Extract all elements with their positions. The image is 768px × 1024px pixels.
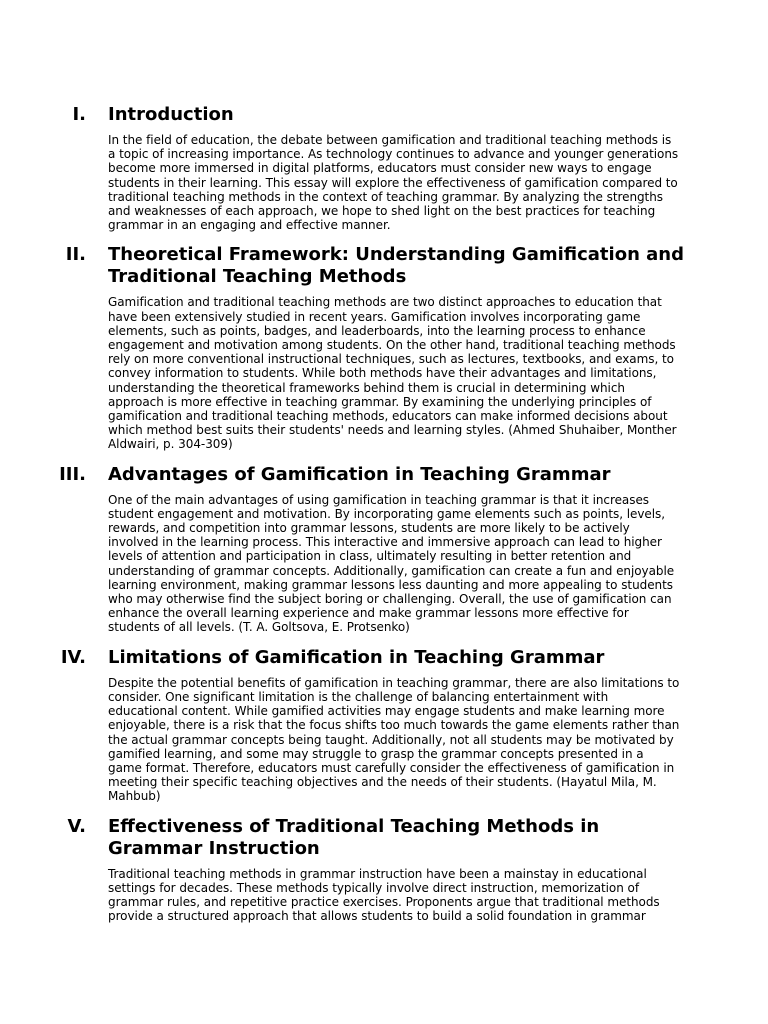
section-introduction <box>0 104 768 232</box>
section-advantages-gamification <box>0 464 768 635</box>
section-numeral: II. <box>65 244 86 266</box>
section-theoretical-framework <box>0 244 768 451</box>
section-body: In the field of education, the debate between gamification and traditional teaching methods is a topic of increasing importance. As technology continues to advance and younger generations become more immersed in digital platforms, educators must consider new ways to engage students in their learning. This essay will explore the effectiveness of gamification compared to traditional teaching methods in the context of teaching grammar. By analyzing the strengths and weaknesses of each approach, we hope to shed light on the best practices for teaching grammar in an engaging and effective manner. <box>108 133 679 233</box>
section-numeral: V. <box>67 815 86 837</box>
section-body: Despite the potential benefits of gamification in teaching grammar, there are also limitations to consider. One significant limitation is the challenge of balancing entertainment with educational content. While gamified activities may engage students and make learning more enjoyable, there is a risk that the focus shifts too much towards the game elements rather than the actual grammar concepts being taught. Additionally, not all students may be motivated by gamified learning, and some may struggle to grasp the grammar concepts presented in a game format. Therefore, educators must carefully consider the effectiveness of gamification in meeting their specific teaching objectives and the needs of their students. (Hayatul Mila, M. Mahbub) <box>108 675 680 804</box>
section-body: One of the main advantages of using gamification in teaching grammar is that it increases student engagement and motivation. By incorporating game elements such as points, levels, rewards, and competition into grammar lessons, students are more likely to be actively involved in the learning process. This interactive and immersive approach can lead to higher levels of attention and participation in class, ultimately resulting in better retention and understanding of grammar concepts. Additionally, gamification can create a fun and enjoyable learning environment, making grammar lessons less daunting and more appealing to students who may otherwise find the subject boring or challenging. Overall, the use of gamification can enhance the overall learning experience and make grammar lessons more effective for students of all levels. (T. A. Goltsova, E. Protsenko) <box>108 492 675 635</box>
section-numeral: III. <box>59 463 86 485</box>
section-heading: Advantages of Gamification in Teaching Grammar <box>108 463 611 485</box>
section-body: Gamification and traditional teaching methods are two distinct approaches to education that have been extensively studied in recent years. Gamification involves incorporating game elements, such as points, badges, and leaderboards, into the learning process to enhance engagement and motivation among students. On the other hand, traditional teaching methods rely on more conventional instructional techniques, such as lectures, textbooks, and exams, to convey information to students. While both methods have their advantages and limitations, understanding the theoretical frameworks behind them is crucial in determining which approach is more effective in teaching grammar. By examining the underlying principles of gamification and traditional teaching methods, educators can make informed decisions about which method best suits their students' needs and learning styles. (Ahmed Shuhaiber, Monther Aldwairi, p. 304-309) <box>108 295 677 452</box>
section-heading: Effectiveness of Traditional Teaching Methods in Grammar Instruction <box>108 815 600 859</box>
document-page <box>0 104 768 935</box>
section-heading: Theoretical Framework: Understanding Gamification and Traditional Teaching Methods <box>108 244 684 288</box>
section-body: Traditional teaching methods in grammar instruction have been a mainstay in educational settings for decades. These methods typically involve direct instruction, memorization of grammar rules, and repetitive practice exercises. Proponents argue that traditional methods provide a structured approach that allows students to build a solid foundation in grammar <box>108 866 660 924</box>
section-numeral: IV. <box>60 646 86 668</box>
section-heading: Introduction <box>108 104 234 125</box>
section-heading: Limitations of Gamification in Teaching Grammar <box>108 646 605 668</box>
section-limitations-gamification <box>0 647 768 804</box>
section-numeral: I. <box>72 104 86 125</box>
section-traditional-methods <box>0 816 768 924</box>
